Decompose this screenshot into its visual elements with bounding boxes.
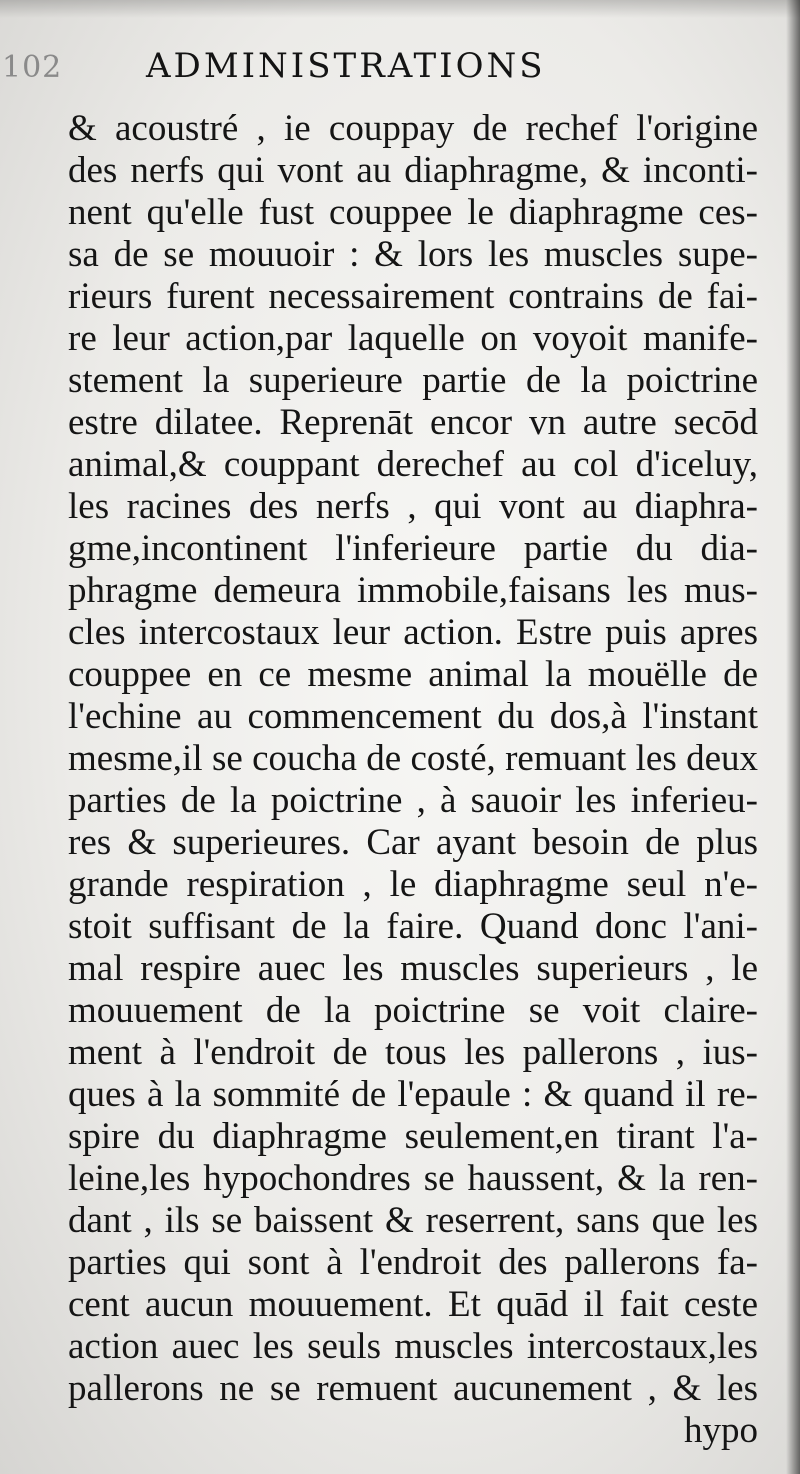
text-line: pallerons ne se remuent aucunement , & les <box>68 1368 758 1409</box>
text-line: leine,les hypochondres se haussent, & la ren- <box>68 1158 758 1199</box>
text-line: & acoustré , ie couppay de rechef l'origine <box>68 108 758 149</box>
text-line: stoit suffisant de la faire. Quand donc l'ani- <box>68 906 758 947</box>
text-line: dant , ils se baissent & reserrent, sans que les <box>68 1200 758 1241</box>
text-line: mal respire auec les muscles superieurs , le <box>68 948 758 989</box>
text-line: animal,& couppant derechef au col d'iceluy, <box>68 444 758 485</box>
text-line: mouuement de la poictrine se voit claire- <box>68 990 758 1031</box>
text-line: estre dilatee. Reprenāt encor vn autre secōd <box>68 402 758 443</box>
text-line: l'echine au commencement du dos,à l'instant <box>68 696 758 737</box>
text-line: spire du diaphragme seulement,en tirant l'a- <box>68 1116 758 1157</box>
text-line: rieurs furent necessairement contrains de fai- <box>68 276 758 317</box>
text-line: ques à la sommité de l'epaule : & quand il re- <box>68 1074 758 1115</box>
text-line: les racines des nerfs , qui vont au diaphra- <box>68 486 758 527</box>
text-line: gme,incontinent l'inferieure partie du dia- <box>68 528 758 569</box>
body-text <box>68 108 758 1452</box>
text-line: mesme,il se coucha de costé, remuant les deux <box>68 738 758 779</box>
text-line: phragme demeura immobile,faisans les mus- <box>68 570 758 611</box>
text-line: ment à l'endroit de tous les pallerons , ius- <box>68 1032 758 1073</box>
text-line: couppee en ce mesme animal la mouëlle de <box>68 654 758 695</box>
text-line: stement la superieure partie de la poictrine <box>68 360 758 401</box>
text-line: des nerfs qui vont au diaphragme, & inconti- <box>68 150 758 191</box>
text-line: parties qui sont à l'endroit des pallerons fa- <box>68 1242 758 1283</box>
page-edge-shadow <box>786 0 800 1474</box>
text-line: action auec les seuls muscles intercostaux,les <box>68 1326 758 1367</box>
text-line: re leur action,par laquelle on voyoit manife- <box>68 318 758 359</box>
text-line: grande respiration , le diaphragme seul n'e- <box>68 864 758 905</box>
text-line: cles intercostaux leur action. Estre puis apres <box>68 612 758 653</box>
catchword: hypo <box>684 1410 758 1451</box>
text-line: parties de la poictrine , à sauoir les inferieu- <box>68 780 758 821</box>
page-top-edge <box>0 0 800 18</box>
text-line: nent qu'elle fust couppee le diaphragme ces- <box>68 192 758 233</box>
text-line: cent aucun mouuement. Et quād il fait ceste <box>68 1284 758 1325</box>
running-head: ADMINISTRATIONS <box>146 46 546 86</box>
text-line: res & superieures. Car ayant besoin de plus <box>68 822 758 863</box>
text-line: sa de se mouuoir : & lors les muscles supe- <box>68 234 758 275</box>
page-number: 102 <box>2 50 63 85</box>
